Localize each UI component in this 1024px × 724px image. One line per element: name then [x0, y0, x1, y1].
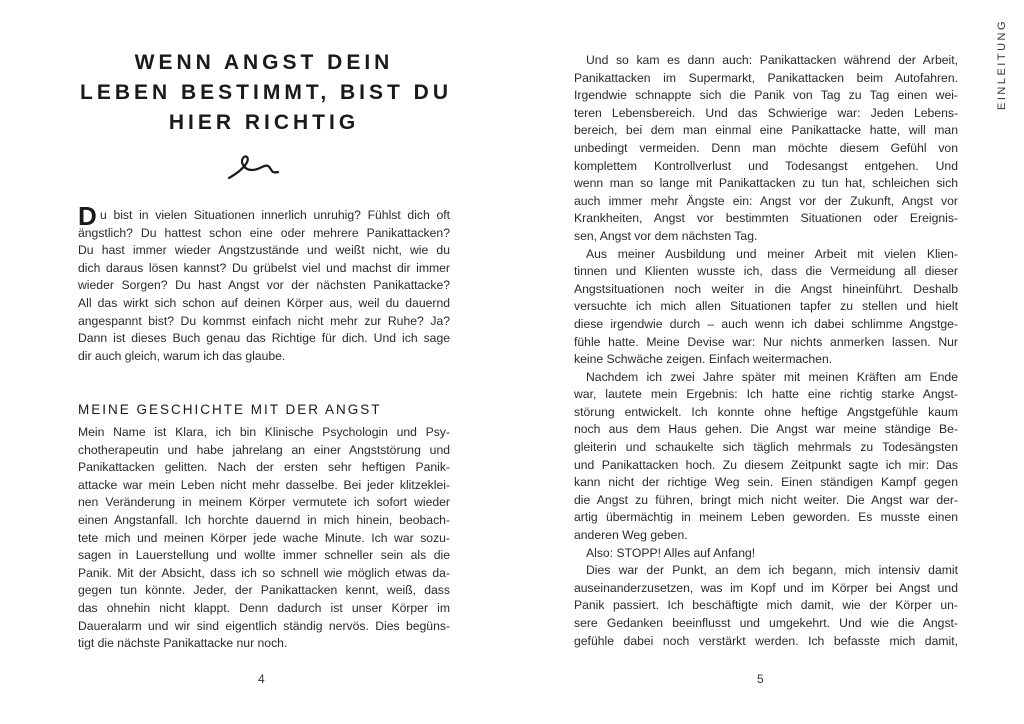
- right-page: [512, 0, 1024, 724]
- text-line: [574, 527, 958, 545]
- text-line-content: das ohnehin nicht klappt. Denn dadurch ist unser Körper im: [78, 600, 450, 615]
- text-line: [78, 424, 450, 442]
- heading-line-2: LEBEN BESTIMMT, BIST DU: [80, 81, 453, 104]
- text-line-content: angespannt bist? Du kommst einfach nicht mehr zur Ruhe? Ja?: [78, 313, 450, 328]
- text-line: [574, 386, 958, 404]
- text-line-content: und Panikattacken hoch. Zu diesem Zeitpunkt sagte ich mir: Das: [574, 457, 958, 472]
- text-line: [78, 530, 450, 548]
- text-line: [78, 600, 450, 618]
- text-line: [78, 207, 450, 225]
- text-line: [574, 140, 958, 158]
- text-line-content: noch aus dem Haus gehen. Die Angst war meine ständige Be-: [574, 422, 958, 437]
- section-heading: MEINE GESCHICHTE MIT DER ANGST: [78, 402, 382, 417]
- text-line: [78, 494, 450, 512]
- text-line-content: ängstlich? Du hattest schon eine oder mehrere Panikattacken?: [78, 225, 450, 240]
- text-line: [574, 492, 958, 510]
- text-line-content: attacke war mein Leben nicht mehr dasselbe. Bei jeder klitzeklei-: [78, 477, 450, 492]
- text-line: [78, 442, 450, 460]
- text-line-content: Du hast immer wieder Angstzustände und weißt nicht, wie du: [78, 243, 450, 258]
- text-line: [574, 228, 958, 246]
- text-line-content: tigt die nächste Panikattacke nur noch.: [78, 636, 288, 651]
- story-paragraph: [78, 424, 450, 653]
- text-line-content: anderen Weg geben.: [574, 528, 688, 543]
- text-line-content: Angstsituationen noch weiter in die Angst hineinführt. Deshalb: [574, 281, 958, 296]
- text-line: [78, 260, 450, 278]
- text-line: [574, 421, 958, 439]
- text-line: [574, 597, 958, 615]
- text-line: [78, 618, 450, 636]
- text-line-content: Nachdem ich zwei Jahre später mit meinen Kräften am Ende: [586, 369, 958, 384]
- text-line: [78, 330, 450, 348]
- text-line: [574, 246, 958, 264]
- page-number-right: 5: [757, 672, 764, 686]
- intro-paragraph: [78, 207, 450, 365]
- text-line: [78, 348, 450, 366]
- text-line-content: fühle hatte. Meine Devise war: Nur nichts anmerken lassen. Nur: [574, 334, 958, 349]
- text-line: [574, 615, 958, 633]
- text-line: [78, 459, 450, 477]
- text-line: [78, 313, 450, 331]
- text-line-content: u bist in vielen Situationen innerlich unruhig? Fühlst dich oft: [100, 208, 450, 222]
- text-line: [574, 70, 958, 88]
- text-line-content: Panik. Mit der Absicht, dass ich so schnell wie möglich etwas da-: [78, 565, 450, 580]
- text-line-content: gegen tun könnte. Jeder, der Panikattacken kennt, weiß, dass: [78, 583, 450, 598]
- text-line: [574, 122, 958, 140]
- text-line-content: Panik passiert. Ich beschäftigte mich damit, wie der Körper un-: [574, 598, 958, 613]
- text-line-content: Dies war der Punkt, an dem ich begann, mich intensiv damit: [586, 563, 958, 578]
- text-line-content: kann nicht der richtige Weg sein. Einen ständigen Kampf gegen: [574, 475, 958, 490]
- text-line-content: auseinanderzusetzen, was im Kopf und im Körper bei Angst und: [574, 580, 958, 595]
- text-line: [574, 210, 958, 228]
- heading-line-1: WENN ANGST DEIN: [134, 51, 394, 74]
- text-line-content: Irgendwie schnappte sich die Panik von Tag zu Tag einen wei-: [574, 88, 958, 103]
- running-header: EINLEITUNG: [996, 18, 1008, 110]
- text-line: [574, 334, 958, 352]
- text-line: [574, 105, 958, 123]
- text-line: [574, 158, 958, 176]
- text-line: [78, 277, 450, 295]
- text-line-content: nen Veränderung in meinem Körper vermutete ich sofort wieder: [78, 495, 450, 510]
- text-line-content: auch immer mehr Ängste ein: Angst vor der Zukunft, Angst vor: [574, 193, 958, 208]
- text-line: [574, 87, 958, 105]
- text-line-content: Panikattacken gelitten. Nach der ersten sehr heftigen Panik-: [78, 460, 450, 475]
- text-line: [574, 193, 958, 211]
- text-line: [574, 509, 958, 527]
- text-line-content: Also: STOPP! Alles auf Anfang!: [586, 545, 756, 560]
- text-line-content: tinnen und Klienten wusste ich, dass die Vermeidung all dieser: [574, 264, 958, 279]
- text-line: [78, 547, 450, 565]
- text-line: [78, 582, 450, 600]
- text-line: [574, 351, 958, 369]
- text-line-content: Aus meiner Ausbildung und meiner Arbeit mit vielen Klien-: [586, 246, 958, 261]
- text-line-content: diese irgendwie durch – auch wenn ich dabei schlimme Angstge-: [574, 316, 958, 331]
- text-line: [574, 175, 958, 193]
- text-line-content: Daueralarm und wir sind eigentlich ständig nervös. Dies begüns-: [78, 618, 450, 633]
- text-line-content: artig übermächtig in meinem Leben geworden. Es musste einen: [574, 510, 958, 525]
- text-line-content: Krankheiten, Angst vor bestimmten Situationen oder Ereignis-: [574, 211, 958, 226]
- heading-line-3: HIER RICHTIG: [168, 111, 360, 134]
- text-line-content: sen, Angst vor dem nächsten Tag.: [574, 228, 758, 243]
- text-line: [78, 225, 450, 243]
- text-line-content: sere Gedanken beeinflusst und umgekehrt. Und wie die Angst-: [574, 616, 958, 630]
- text-line-content: einen Angstanfall. Ich horchte dauernd in mich hinein, beobach-: [78, 512, 450, 527]
- text-line: [78, 295, 450, 313]
- text-line-content: tete mich und meinen Körper jede wache Minute. Ich war sozu-: [78, 530, 450, 545]
- page-number-left: 4: [258, 672, 265, 686]
- chapter-heading: [80, 48, 453, 138]
- text-line-content: Panikattacken im Supermarkt, Panikattacken beim Autofahren.: [574, 70, 958, 85]
- text-line-content: All das wirkt sich schon auf deinen Körper aus, weil du dauernd: [78, 295, 450, 310]
- text-line-content: gefühle dabei noch verstärkt werden. Ich befasste mich damit,: [574, 633, 958, 648]
- text-line-content: sagen in Lauerstellung und wollte immer schneller sein als die: [78, 548, 450, 563]
- text-line-content: wenn man so lange mit Panikattacken zu tun hat, schleichen sich: [574, 176, 958, 191]
- text-line: [574, 562, 958, 580]
- text-line: [78, 565, 450, 583]
- text-line: [574, 281, 958, 299]
- text-line-content: die Angst zu führen, bringt mich nicht weiter. Die Angst war der-: [574, 492, 958, 507]
- text-line: [574, 580, 958, 598]
- text-line-content: Und so kam es dann auch: Panikattacken während der Arbeit,: [586, 53, 958, 67]
- text-line: [78, 635, 450, 653]
- text-line-content: versuchte ich mich allen Situationen tapfer zu stellen und hielt: [574, 299, 958, 314]
- text-line-content: unbedingt vermeiden. Denn man möchte diesem Gefühl von: [574, 140, 958, 155]
- text-line: [574, 545, 958, 563]
- text-line: [574, 404, 958, 422]
- text-line-content: dir auch gleich, warum ich das glaube.: [78, 348, 286, 363]
- text-line: [78, 477, 450, 495]
- text-line-content: bereich, bei dem man einmal eine Panikattacke hatte, will man: [574, 123, 958, 138]
- body-text: [574, 52, 958, 650]
- text-line: [574, 52, 958, 70]
- flourish-ornament-icon: [226, 150, 282, 186]
- drop-cap: D: [78, 201, 97, 231]
- text-line: [78, 512, 450, 530]
- text-line: [574, 369, 958, 387]
- text-line-content: gleiterin und schaukelte sich täglich mehrmals zu Todesängsten: [574, 440, 958, 455]
- text-line: [574, 633, 958, 651]
- text-line-content: teren Lebensbereich. Und das Schwierige war: Jeden Lebens-: [574, 105, 958, 120]
- text-line: [574, 439, 958, 457]
- text-line: [574, 316, 958, 334]
- text-line: [78, 242, 450, 260]
- text-line-content: Mein Name ist Klara, ich bin Klinische Psychologin und Psy-: [78, 425, 450, 439]
- text-line-content: keine Schwäche zeigen. Einfach weitermachen.: [574, 352, 833, 367]
- text-line-content: Dann ist dieses Buch genau das Richtige für dich. Und ich sage: [78, 331, 450, 346]
- text-line: [574, 263, 958, 281]
- text-line-content: war, lautete mein Ergebnis: Ich hatte eine richtig starke Angst-: [574, 387, 958, 402]
- text-line-content: komplettem Kontrollverlust und Todesangst entgehen. Und: [574, 158, 958, 173]
- text-line-content: wieder Sorgen? Du hast Angst vor der nächsten Panikattacke?: [78, 278, 450, 293]
- text-line-content: dich daraus lösen kannst? Du grübelst viel und machst dir immer: [78, 260, 450, 275]
- text-line: [574, 457, 958, 475]
- text-line: [574, 474, 958, 492]
- text-line-content: chotherapeutin und habe jahrelang an einer Angststörung und: [78, 442, 450, 457]
- text-line: [574, 298, 958, 316]
- text-line-content: störung entwickelt. Ich konnte ohne heftige Angstgefühle kaum: [574, 404, 958, 419]
